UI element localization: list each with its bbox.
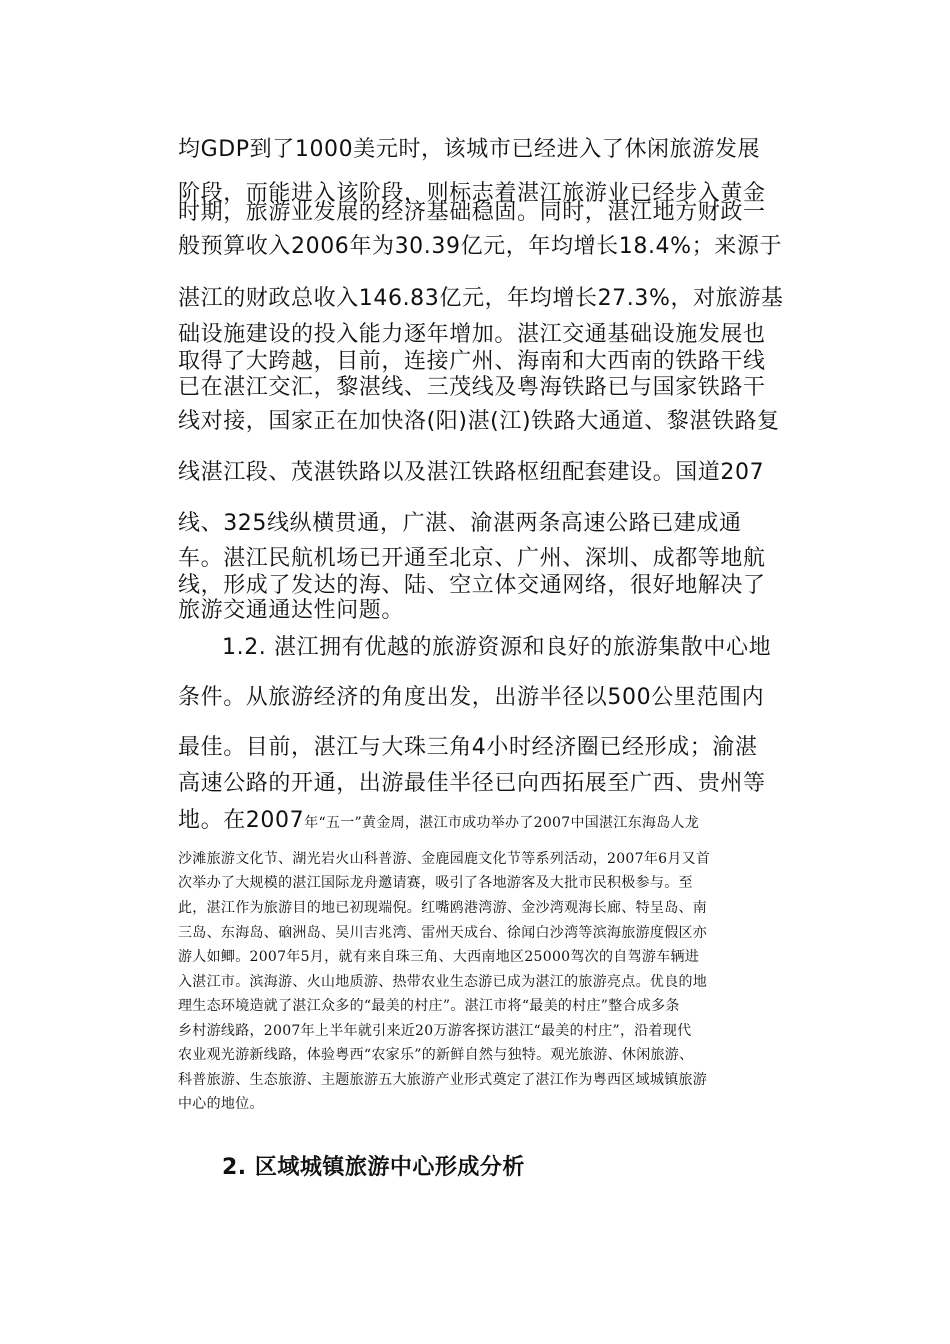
mixed-line-small-text: 年“五一”黄金周，湛江市成功举办了2007中国湛江东海岛人龙 — [304, 815, 700, 831]
small-text-line: 农业观光游新线路，体验粤西“农家乐”的新鲜自然与独特。观光旅游、休闲旅游、 — [178, 1047, 694, 1063]
small-text-line: 游人如鲫。2007年5月，就有来自珠三角、大西南地区25000驾次的自驾游车辆进 — [178, 949, 700, 965]
section-line: 高速公路的开通，出游最佳半径已向西拓展至广西、贵州等 — [178, 771, 766, 796]
small-text-line: 理生态环境造就了湛江众多的“最美的村庄”。湛江市将“最美的村庄”整合成多条 — [178, 998, 680, 1014]
small-text-line: 沙滩旅游文化节、湖光岩火山科普游、金鹿园鹿文化节等系列活动，2007年6月又首 — [178, 851, 711, 867]
section-line: 条件。从旅游经济的角度出发，出游半径以500公里范围内 — [178, 685, 765, 710]
body-line: 湛江的财政总收入146.83亿元，年均增长27.3%，对旅游基 — [178, 286, 784, 311]
body-line: 阶段，而能进入该阶段，则标志着湛江旅游业已经步入黄金 — [178, 181, 766, 206]
small-text-line: 乡村游线路，2007年上半年就引来近20万游客探访湛江“最美的村庄”，沿着现代 — [178, 1023, 692, 1039]
body-line: 线对接，国家正在加快洛(阳)湛(江)铁路大通道、黎湛铁路复 — [178, 409, 780, 434]
small-text-line: 中心的地位。 — [178, 1096, 264, 1112]
body-line: 已在湛江交汇，黎湛线、三茂线及粤海铁路已与国家铁路干 — [178, 375, 766, 400]
body-line: 线湛江段、茂湛铁路以及湛江铁路枢纽配套建设。国道207 — [178, 460, 765, 485]
small-text-line: 三岛、东海岛、硇洲岛、吴川吉兆湾、雷州天成台、徐闻白沙湾等滨海旅游度假区亦 — [178, 925, 708, 941]
body-line: 车。湛江民航机场已开通至北京、广州、深圳、成都等地航 — [178, 546, 766, 571]
body-line: 均GDP到了1000美元时，该城市已经进入了休闲旅游发展 — [178, 137, 761, 162]
mixed-line-large-text: 地。在2007 — [178, 808, 305, 833]
body-line: 线、325线纵横贯通，广湛、渝湛两条高速公路已建成通 — [178, 511, 742, 536]
body-line: 时期，旅游业发展的经济基础稳固。同时，湛江地方财政一 — [178, 200, 766, 225]
body-line: 线，形成了发达的海、陆、空立体交通网络，很好地解决了 — [178, 573, 766, 598]
section-2-heading: 2. 区域城镇旅游中心形成分析 — [222, 1155, 525, 1180]
body-line: 础设施建设的投入能力逐年增加。湛江交通基础设施发展也 — [178, 322, 766, 347]
small-text-line: 此，湛江作为旅游目的地已初现端倪。红嘴鸥港湾游、金沙湾观海长廊、特呈岛、南 — [178, 900, 708, 916]
section-1-2-first-line: 1.2. 湛江拥有优越的旅游资源和良好的旅游集散中心地 — [222, 635, 772, 660]
body-line: 般预算收入2006年为30.39亿元，年均增长18.4%；来源于 — [178, 234, 783, 259]
section-line: 最佳。目前，湛江与大珠三角4小时经济圈已经形成；渝湛 — [178, 735, 758, 760]
body-line: 取得了大跨越，目前，连接广州、海南和大西南的铁路干线 — [178, 349, 766, 374]
body-line: 旅游交通通达性问题。 — [178, 598, 405, 623]
small-text-line: 入湛江市。滨海游、火山地质游、热带农业生态游已成为湛江的旅游亮点。优良的地 — [178, 974, 708, 990]
small-text-line: 科普旅游、生态旅游、主题旅游五大旅游产业形式奠定了湛江作为粤西区域城镇旅游 — [178, 1072, 708, 1088]
small-text-line: 次举办了大规模的湛江国际龙舟邀请赛，吸引了各地游客及大批市民积极参与。至 — [178, 875, 693, 891]
section-mixed-line — [178, 808, 699, 836]
